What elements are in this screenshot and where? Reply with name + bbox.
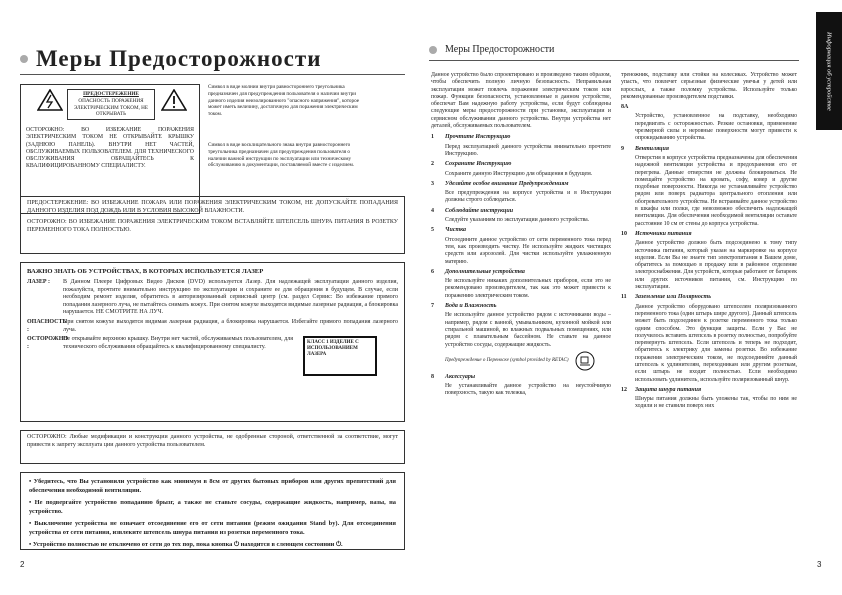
caution-label: ПРЕДОСТЕРЕЖЕНИЕ ОПАСНОСТЬ ПОРАЖЕНИЯ ЭЛЕКТРИЧЕСКИМ ТОКОМ, НЕ ОТКРЫВАТЬ <box>67 89 155 120</box>
list-item: • Не подвергайте устройство попаданию брызг, а также не ставьте сосуды, содержащие жидкость, например, вазы, на устройство. <box>29 499 396 515</box>
section-text: Шнуры питания должны быть уложены так, чтобы по ним не ходили и не ставили поверх них <box>635 396 797 410</box>
section-text: Отверстия в корпусе устройства предназначены для обеспечения надежной вентиляции устройства и предохранения его от перегрева. Данные отверстия не должны блокироваться. Не помещайте устройство на кровать, софу, ковер и другие подобные поверхности. Никогда не устанавливайте устройство рядом или поверх радиатора центрального отопления или обогревательного устройства. Не встраивайте данное устройство в шкафы или полки, где невозможно обеспечить надлежащей вентиляции. Для обеспечения необходимой вентиляции оставьте расстояние 10 см от стены до корпуса устройства. <box>635 154 797 227</box>
fire-warning-box: ПРЕДОСТЕРЕЖЕНИЕ: ВО ИЗБЕЖАНИЕ ПОЖАРА ИЛИ ПОРАЖЕНИЯ ЭЛЕКТРИЧЕСКИМ ТОКОМ, НЕ ДОПУСКАЙТЕ ПОПАДАНИЯ ДАННОГО ИЗДЕЛИЯ ПОД ДОЖДЬ ИЛИ В УСЛОВИЯ ВЫСОКОЙ ВЛАЖНОСТИ. ОСТОРОЖНО: ВО ИЗБЕЖАНИЕ ПОРАЖЕНИЯ ЭЛЕКТРИЧЕСКИМ ТОКОМ ВСТАВЛЯЙТЕ ШТЕПСЕЛЬ ШНУРА ПИТАНИЯ В РОЗЕТКУ ПЕРЕМЕННОГО ТОКА ПОЛНОСТЬЮ. <box>20 196 405 254</box>
title-divider <box>20 74 405 75</box>
section-text: Не устанавливайте данное устройство на неустойчивую поверхность, такую как тележка, <box>445 383 611 397</box>
section-heading <box>621 294 797 301</box>
page-number: 3 <box>817 560 822 569</box>
list-item: • Устройство полностью не отключено от сети до тех пор, пока кнопка ⏻ находится в слеющем состоянии ⏻. <box>29 541 343 548</box>
title-bullet-icon <box>20 55 28 63</box>
cart-warning <box>445 351 611 371</box>
caution-row: ОСТОРОЖНО : Не открывайте верхнюю крышку. Внутри нет частей, обслуживаемых пользователем, для технического обслуживания обращайтесь к квалифицированному специалисту. КЛАСС 1 ИЗДЕЛИЕ С ИСПОЛЬЗОВАНИЕМ ЛАЗЕРА <box>27 336 398 376</box>
title-bullet-icon <box>429 46 437 54</box>
section-title: Прочтите Инструкцию <box>445 134 511 141</box>
section-title: Чистка <box>445 227 467 234</box>
section-title: Защита шнура питания <box>635 386 702 393</box>
page-number: 2 <box>20 560 25 569</box>
page-title: Меры Предосторожности <box>20 46 321 72</box>
section-number: 2 <box>431 161 434 168</box>
section-number: 12 <box>621 386 627 393</box>
section-text: Перед эксплуатацией данного устройства внимательно прочтите Инструкцию. <box>445 143 611 157</box>
section-number: 5 <box>431 227 434 234</box>
modification-box: ОСТОРОЖНО: Любые модификации и конструкции данного устройства, не одобренные стороной, ответственной за соответствие, могут привести к запрету эксплуата ции данного устройства пользователем. <box>20 430 405 464</box>
section-text: Сохраните данную Инструкцию для обращения в будущем. <box>445 170 593 177</box>
section-heading <box>431 269 611 276</box>
section-title: Дополнительные устройства <box>445 268 525 275</box>
section-title: Сохраните Инструкцию <box>445 161 512 168</box>
section-text: Отсоедините данное устройство от сети переменного тока перед тем, как производить чистку. Не используйте жидких чистящих средств или аэрозолей. Для чистки используйте увлажненную материю. <box>445 236 611 265</box>
cart-caption: Предупреждение о Переноске (symbol provided by RETAC) <box>445 358 569 364</box>
lightning-symbol-text: Символ в виде молнии внутри равностороннего треугольника предназначен для предупреждения пользователя о наличии внутри данного изделия неизолированного "опасного напряжения", которое может иметь величину, достаточную для поражения электрическим током. <box>208 84 360 118</box>
section-text: Не используйте данное устройство рядом с источниками воды – например, рядом с ванной, умывальником, кухонной мойкой или стиральной машиной, во влажных подвальных помещениях, или рядом с плавательным бассейном. Не ставьте на данное устройство сосуды, содержащие жидкость. <box>445 312 611 348</box>
section-heading <box>431 134 611 141</box>
sections-a <box>431 134 611 397</box>
intro-text: Данное устройство было спроектировано и произведено таким образом, чтобы обеспечить полную личную безопасность. Неправильная эксплуатация может повлечь поражение электрическим током или пожар. Функции безопасности, установленные в данном устройстве, обеспечат Вам надежную работу устройства, если будут соблюдены следующие меры предосторожности при установке, эксплуатации и сервисном обслуживании данного устройства. Внутри устройства нет деталей, обслуживаемых пользователем. <box>431 72 611 130</box>
laser-box <box>20 262 405 422</box>
col2-continuation: треножник, подставку или стойки на колесиках. Устройство может упасть, что повлечет серьезные физические увечья у детей или взрослых, а также поломку устройства. Используйте только рекомендованные производителем подставки. <box>621 72 797 100</box>
right-page <box>421 0 842 595</box>
side-tab: Информация об устройстве <box>816 12 842 130</box>
section-heading <box>621 387 797 394</box>
section-heading <box>431 181 611 188</box>
section-title: Вода и Влажность <box>445 303 497 310</box>
section-text: Данное устройство оборудовано штепселем поляризованного переменного тока (один штырь шире другого). Данный штепсель может быть подсоединен к розетке переменного тока только одним способом. Это функция защиты. Если у Вас не получилось вставить штепсель в розетку полностью, попробуйте перевернуть штепсель. Если штепсель и теперь не подходит, обратитесь к электрику для замены розетки. Во избежание поражения электрическим током, не подсоединяйте данный штепсель к удлинителям, переходникам или другим розеткам, если штырь не входит полностью. Если необходимо использовать удлинитель, используйте поляризованный шнур. <box>635 303 797 383</box>
page-title: Меры Предосторожности <box>429 44 554 55</box>
lightning-warning-icon <box>37 89 63 111</box>
exclamation-warning-icon <box>161 89 187 111</box>
section-heading <box>431 161 611 168</box>
section-heading <box>621 146 797 153</box>
section-number: 11 <box>621 294 627 301</box>
section-title: Соблюдайте инструкции <box>445 207 514 214</box>
section-number: 7 <box>431 303 434 310</box>
section-heading <box>431 208 611 215</box>
exclamation-symbol-text: Символ в виде восклицательного знака внутри равностороннего треугольника предназначен для предупреждения пользователя о наличии важной инструкции по эксплуатации или техническому обслуживанию в документации, поставляемой вместе с изделием. <box>208 142 355 169</box>
sections-b <box>621 104 797 411</box>
class1-laser-label: КЛАСС 1 ИЗДЕЛИЕ С ИСПОЛЬЗОВАНИЕМ ЛАЗЕРА <box>303 336 377 376</box>
section-heading <box>621 231 797 238</box>
column-1 <box>431 72 611 562</box>
list-item: • Выключение устройства не означает отсоединение его от сети питания (режим ожидания Stand by). Для отсоединения устройства от сети питания, извлеките штепсель шнура питания из розетки переменного тока. <box>29 520 396 536</box>
list-item: • Убедитесь, что Вы установили устройство как минимум в 8см от других бытовых приборов или других препятствий для обеспечения необходимой вентиляции. <box>29 478 396 494</box>
section-text: Все предупреждения на корпусе устройства и в Инструкции должны строго соблюдаться. <box>445 190 611 204</box>
section-text: Следуйте указаниям по эксплуатации данного устройства. <box>445 217 590 224</box>
section-heading <box>431 227 611 234</box>
section-text: Не используйте никаких дополнительных приборов, если это не рекомендовано производителем, так как это может привести к поражению электрическим током. <box>445 278 611 299</box>
section-number: 8 <box>431 373 434 380</box>
laser-row: ЛАЗЕР : В Данном Плеере Цифровых Видео Дисков (DVD) используется Лазер. Для надлежащей эксплуатации данного изделия, пожалуйста, прочтите внимательно инструкцию по эксплуатации и сохраните ее для обращения в будущем. В случае, если необходим ремонт изделия, обратитесь в авторизированный сервисный центр (см. раздел Сервис: Во избежание прямого попадания лазерного луча, не пытайтесь снимать кожух. При снятом кожухе выходятся видимые лазерные радиация, а блокировка нарушается. НЕ СМОТРИТЕ НА ЛУЧ. <box>27 279 398 316</box>
section-heading <box>621 104 797 111</box>
caution-panel <box>20 84 200 214</box>
section-number: 8A <box>621 104 629 111</box>
section-title: Заземление или Полярность <box>635 294 711 301</box>
section-number: 10 <box>621 230 627 237</box>
section-title: Вентиляция <box>635 145 669 152</box>
section-number: 9 <box>621 145 624 152</box>
section-title: Источники питания <box>635 230 692 237</box>
section-number: 4 <box>431 207 434 214</box>
warning-open-cover: ОСТОРОЖНО: ВО ИЗБЕЖАНИЕ ПОРАЖЕНИЯ ЭЛЕКТРИЧЕСКИМ ТОКОМ НЕ ОТКРЫВАЙТЕ КРЫШКУ (ЗАДНЮЮ ПАНЕЛЬ). ВНУТРИ НЕТ ЧАСТЕЙ, ОБСЛУЖИВАЕМЫХ ПОЛЬЗОВАТЕЛЕМ. ДЛЯ ТЕХНИЧЕСКОГО ОБСЛУЖИВАНИЯ ОБРАЩАЙТЕСЬ К КВАЛИФИЦИРОВАННОМУ СПЕЦИАЛИСТУ. <box>26 127 194 170</box>
safety-bullets-box <box>20 472 405 550</box>
section-number: 1 <box>431 134 434 141</box>
section-text: Устройство, установленное на подставку, необходимо передвигать с осторожностью. Резкие остановки, применение чрезмерной силы и неровные поверхности могут привести к опрокидыванию устройства. <box>635 113 797 142</box>
danger-row: ОПАСНОСТЬ : При снятом кожухе выходятся видимая лазерная радиация, а блокировка нарушается. Избегайте прямого попадания лазерного луча. <box>27 318 398 333</box>
section-title: Уделяйте особое внимание Предупреждениям <box>445 180 569 187</box>
section-title: Аксессуары <box>445 373 476 380</box>
safety-bullets <box>29 477 396 549</box>
cart-tipover-icon <box>575 351 595 371</box>
section-heading <box>431 303 611 310</box>
section-number: 6 <box>431 268 434 275</box>
laser-heading: ВАЖНО ЗНАТЬ ОБ УСТРОЙСТВАХ, В КОТОРЫХ ИСПОЛЬЗУЕТСЯ ЛАЗЕР <box>27 268 264 275</box>
column-2 <box>621 72 797 562</box>
section-text: Данное устройство должно быть подсоединено к тому типу источника питания, который указан на маркировке на корпусе изделия. Если Вы не знаете тип электропитания в Вашем доме, обратитесь за помощью в продажу или в районное отделение электроснабжения. Для устройств, которые работают от батареек или других источников питания, см. Инструкцию по эксплуатации. <box>635 240 797 291</box>
title-divider <box>429 60 799 61</box>
section-heading <box>431 374 611 381</box>
section-number: 3 <box>431 180 434 187</box>
